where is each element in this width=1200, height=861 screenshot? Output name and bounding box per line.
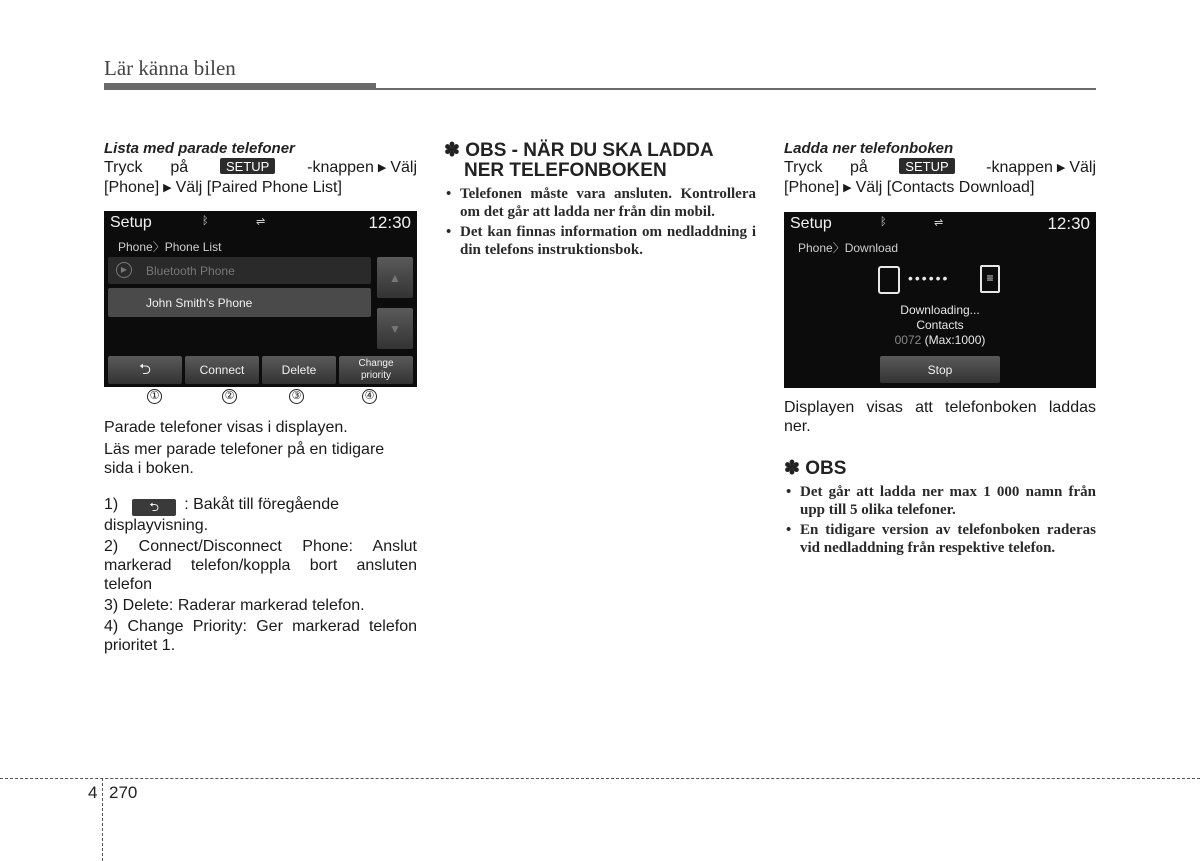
change-priority-button[interactable]: Change priority (339, 356, 413, 384)
item-text: : Bakåt till föregående displayvisning. (104, 496, 339, 534)
download-count (784, 333, 1096, 347)
obs-bullet-list (784, 483, 1096, 557)
arrow-right-icon: ▶ (843, 182, 852, 194)
screen-breadcrumb: Phone〉Phone List (118, 240, 222, 254)
obs-bullet: • En tidigare version av telefonboken raderas vid nedladdning från respektive telefon. (784, 521, 1096, 557)
transfer-dots-icon: •••••• (908, 270, 950, 286)
usb-icon: ⇌ (256, 216, 266, 228)
obs-bullet: • Telefonen måste vara ansluten. Kontrollera om det går att ladda ner från din mobil. (444, 185, 756, 221)
middle-column (444, 138, 756, 259)
download-instruction-2 (784, 178, 1096, 198)
item-4: 4) Change Priority: Ger markerad telefon prioritet 1. (104, 618, 417, 654)
download-caption: Displayen visas att telefonboken laddas ner. (784, 399, 1096, 435)
instr-text: Tryck på (104, 159, 189, 176)
list-item-bluetooth-phone[interactable] (108, 257, 371, 284)
list-item-label: Bluetooth Phone (146, 264, 235, 278)
instr-text: Välj (390, 159, 417, 176)
paired-list-subhead: Lista med parade telefoner (104, 140, 295, 157)
back-button[interactable]: ⮌ (108, 356, 182, 384)
back-arrow-icon: ⮌ (132, 499, 176, 516)
setup-key-badge: SETUP (899, 158, 954, 174)
bluetooth-icon: ᛒ (880, 216, 887, 228)
obs-bullet: • Det kan finnas information om nedladdning i din telefons instruktionsbok. (444, 223, 756, 259)
instr-text: Tryck på (784, 159, 868, 176)
download-count-max: (Max:1000) (924, 333, 986, 347)
footer-rule (0, 778, 1200, 779)
setup-key-badge: SETUP (220, 158, 275, 174)
item-number: 1) (104, 496, 119, 513)
usb-icon: ⇌ (934, 217, 944, 229)
screen-clock: 12:30 (368, 213, 411, 232)
header-rule-thin (376, 88, 1096, 90)
download-count-number: 0072 (894, 333, 922, 347)
screen-breadcrumb: Phone〉Download (798, 241, 899, 255)
phone-icon (878, 266, 900, 294)
paired-desc-2: Läs mer parade telefoner på en tidigare sida i boken. (104, 441, 385, 477)
instr-text: -knappen (307, 159, 374, 176)
obs-heading-line-2: NER TELEFONBOKEN (464, 160, 667, 181)
screen-clock: 12:30 (1047, 214, 1090, 233)
callout-4: ④ (362, 389, 377, 404)
left-column (104, 138, 417, 655)
obs-bullet: • Det går att ladda ner max 1 000 namn från upp till 5 olika telefoner. (784, 483, 1096, 519)
download-screen (784, 212, 1096, 388)
bluetooth-icon: ᛒ (202, 215, 209, 227)
chapter-number: 4 (88, 783, 98, 802)
delete-button[interactable]: Delete (262, 356, 336, 384)
arrow-right-icon: ▶ (163, 182, 172, 194)
instr-text: Välj [Contacts Download] (855, 179, 1035, 196)
download-subhead: Ladda ner telefonboken (784, 140, 954, 157)
paired-desc-1: Parade telefoner visas i displayen. (104, 419, 348, 436)
connect-button[interactable]: Connect (185, 356, 259, 384)
instr-text: -knappen (986, 159, 1053, 176)
scroll-up-button[interactable]: ▲ (377, 257, 413, 298)
item-1 (104, 495, 417, 535)
instr-text: [Phone] (104, 179, 160, 196)
footer-vertical-rule (102, 778, 103, 861)
item-3: 3) Delete: Raderar markerad telefon. (104, 597, 365, 614)
instr-text: [Phone] (784, 179, 840, 196)
paired-list-instruction (104, 158, 417, 178)
callout-1: ① (147, 389, 162, 404)
stop-button[interactable]: Stop (880, 356, 1000, 383)
contacts-document-icon: ≡ (980, 265, 1000, 293)
page-number: 270 (109, 783, 138, 802)
right-column (784, 138, 1096, 557)
list-item-label: John Smith's Phone (146, 296, 253, 310)
item-2: 2) Connect/Disconnect Phone: Anslut markerad telefon/koppla bort ansluten telefon (104, 538, 417, 593)
page-header: Lär känna bilen (104, 56, 236, 80)
obs-heading: ✽ OBS (784, 458, 847, 479)
callout-row (104, 387, 417, 407)
download-item: Contacts (916, 318, 964, 332)
download-instruction (784, 158, 1096, 178)
screen-title: Setup (110, 214, 152, 231)
obs-bullet-list (444, 185, 756, 259)
paired-list-instruction-2 (104, 178, 417, 198)
scroll-down-button[interactable]: ▼ (377, 308, 413, 349)
callout-2: ② (222, 389, 237, 404)
instr-text: Välj (1069, 159, 1097, 176)
list-item-john-smith-phone[interactable] (108, 288, 371, 317)
callout-3: ③ (289, 389, 304, 404)
phone-list-screen (104, 211, 417, 387)
instr-text: Välj [Paired Phone List] (175, 179, 342, 196)
screen-title: Setup (790, 215, 832, 232)
arrow-right-icon: ▶ (1056, 162, 1066, 174)
header-rule-thick (104, 83, 376, 90)
arrow-right-icon: ▶ (377, 162, 387, 174)
obs-heading-line-1: ✽ OBS - NÄR DU SKA LADDA (444, 140, 714, 161)
play-circle-icon: ▶ (116, 262, 132, 278)
download-status: Downloading... (900, 303, 980, 317)
